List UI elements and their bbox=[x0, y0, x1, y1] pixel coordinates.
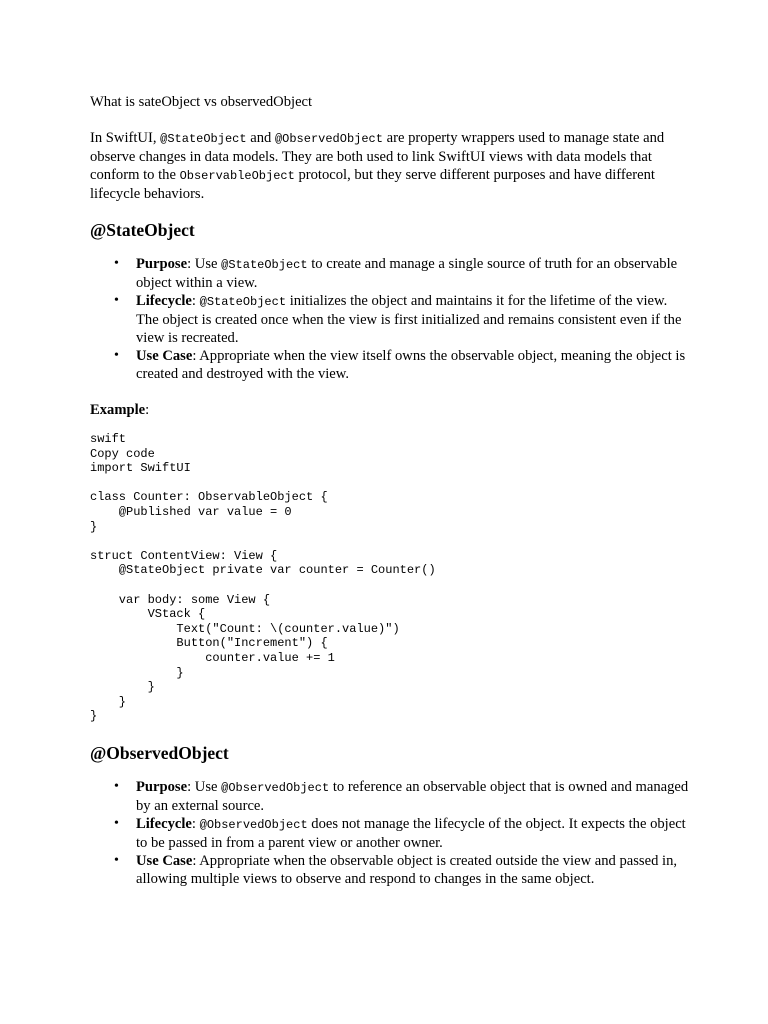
item-text: initializes the object and maintains it for the lifetime of the view. The object is created once when the view is first initialized and remains consistent even if the view is recreated. bbox=[136, 293, 682, 346]
intro-text: are property wrappers used to manage state and observe changes in data models. They are both used to link SwiftUI views with data models that conform to the bbox=[90, 130, 665, 183]
document-page bbox=[90, 93, 690, 888]
inline-code: @StateObject bbox=[199, 295, 287, 309]
item-term: Lifecycle bbox=[136, 815, 192, 832]
item-text: to create and manage a single source of truth for an observable object within a view. bbox=[136, 256, 678, 291]
list-item bbox=[136, 292, 690, 347]
list-item bbox=[136, 815, 690, 852]
item-text: : Use bbox=[187, 778, 222, 795]
inline-code: @ObservedObject bbox=[199, 817, 308, 832]
item-text: : Use bbox=[187, 256, 222, 272]
inline-code: @ObservedObject bbox=[221, 780, 330, 795]
item-term: Lifecycle bbox=[136, 293, 192, 309]
document-title: What is sateObject vs observedObject bbox=[90, 94, 313, 110]
list-item bbox=[136, 255, 690, 292]
stateobject-list bbox=[90, 255, 690, 383]
intro-text: In SwiftUI, bbox=[90, 130, 161, 146]
item-term: Purpose bbox=[136, 256, 188, 272]
stateobject-heading: @StateObject bbox=[90, 220, 195, 240]
item-term: Use Case bbox=[136, 852, 193, 869]
example-label bbox=[90, 401, 690, 419]
list-item bbox=[136, 347, 690, 383]
code-block: swift Copy code import SwiftUI class Counter: ObservableObject { @Published var value = 0 } struct ContentView: View { @StateObject private var counter = Counter() var body: some View { VStack { Text("Count: \(counter.value)") Button("Increment") { counter.value += 1 } } } } bbox=[90, 432, 436, 724]
item-text: does not manage the lifecycle of the object. It expects the object to be passed in from a parent view or another owner. bbox=[136, 815, 686, 851]
observedobject-list bbox=[90, 778, 690, 888]
observedobject-heading: @ObservedObject bbox=[90, 742, 229, 763]
intro-text: protocol, but they serve different purposes and have different lifecycle behaviors. bbox=[90, 167, 655, 202]
item-text: : Appropriate when the observable object is created outside the view and passed in, allowing multiple views to observe and respond to changes in the same object. bbox=[136, 852, 678, 887]
intro-paragraph bbox=[90, 129, 690, 203]
example-label-text: Example bbox=[90, 402, 146, 418]
item-term: Use Case bbox=[136, 348, 193, 364]
inline-code: ObservableObject bbox=[179, 169, 295, 183]
item-text: : bbox=[191, 293, 200, 309]
inline-code: @ObservedObject bbox=[274, 132, 383, 146]
example-label-suffix: : bbox=[145, 402, 150, 418]
list-item bbox=[136, 852, 690, 888]
inline-code: @StateObject bbox=[160, 132, 247, 146]
inline-code: @StateObject bbox=[221, 258, 308, 272]
intro-text: and bbox=[246, 130, 275, 146]
item-text: : bbox=[191, 815, 200, 832]
list-item bbox=[136, 778, 690, 815]
item-term: Purpose bbox=[136, 778, 188, 795]
item-text: to reference an observable object that is owned and managed by an external source. bbox=[136, 778, 689, 814]
item-text: : Appropriate when the view itself owns the observable object, meaning the object is created and destroyed with the view. bbox=[136, 348, 686, 382]
